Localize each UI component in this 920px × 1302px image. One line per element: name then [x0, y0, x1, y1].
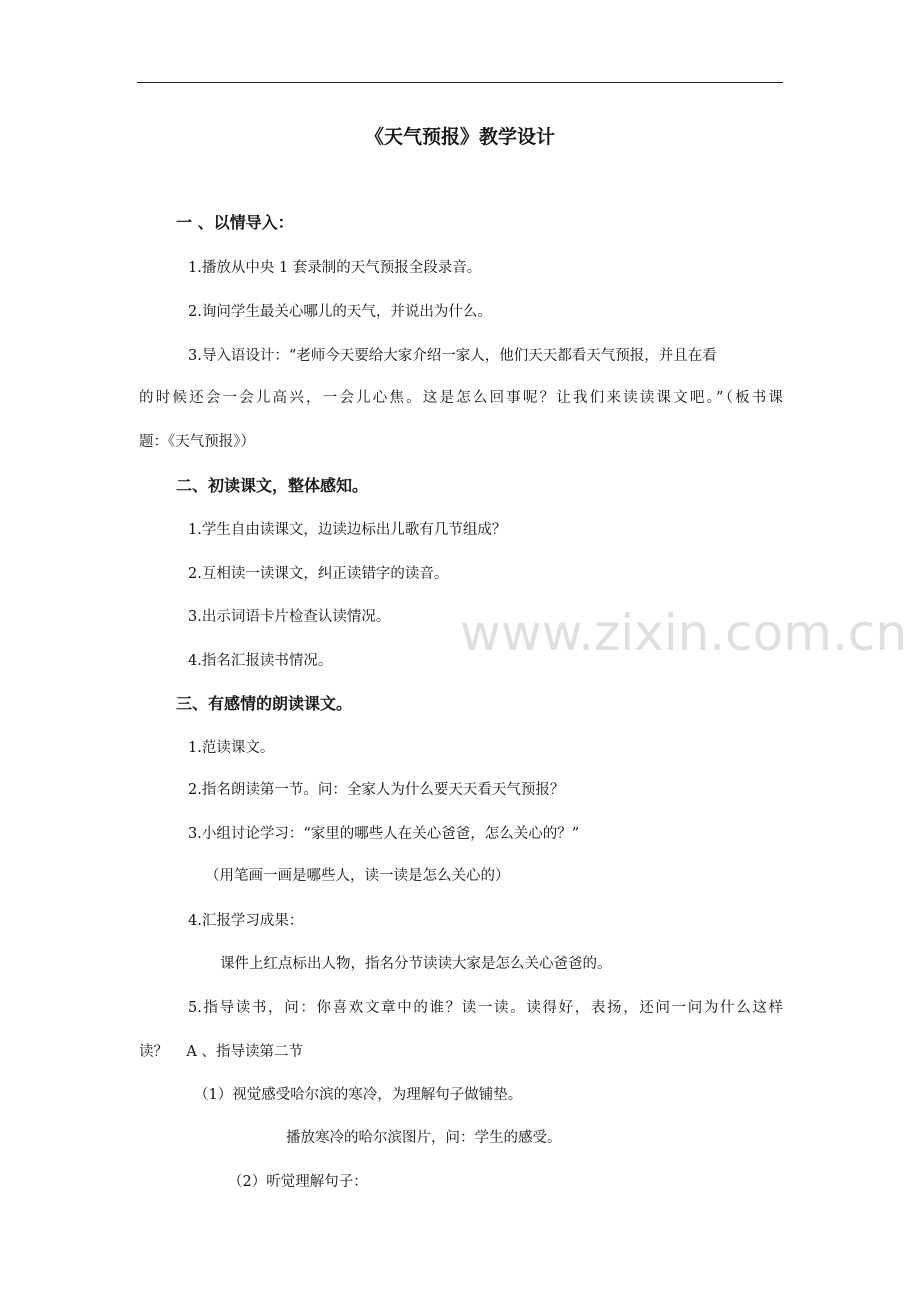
paragraph-line: 1.范读课文。	[188, 740, 275, 756]
paragraph-line: 1.学生自由读课文，边读边标出儿歌有几节组成？	[188, 522, 507, 538]
paragraph-line: 5.指导读书，问：你喜欢文章中的谁？读一读。读得好，表扬，还问一问为什么这样	[188, 1000, 783, 1016]
paragraph-line: 2.指名朗读第一节。问：全家人为什么要天天看天气预报？	[188, 782, 565, 798]
paragraph-line: 读？ A 、指导读第二节	[139, 1044, 304, 1060]
paragraph-line: （2）听觉理解句子：	[228, 1174, 368, 1190]
paragraph-line: 3.导入语设计：“老师今天要给大家介绍一家人，他们天天都看天气预报，并且在看	[188, 348, 717, 364]
paragraph-line: 1.播放从中央 1 套录制的天气预报全段录音。	[188, 260, 482, 276]
watermark-text: www.zixin.com.cn	[460, 604, 908, 662]
paragraph-line: 4.指名汇报读书情况。	[188, 653, 333, 669]
page-title: 《天气预报》教学设计	[364, 126, 555, 148]
paragraph-line: （用笔画一画是哪些人，读一读是怎么关心的）	[205, 868, 510, 884]
header-rule	[137, 82, 783, 83]
paragraph-line: 2.互相读一读课文，纠正读错字的读音。	[188, 566, 449, 582]
paragraph-line: 题：《天气预报》）	[139, 434, 255, 450]
paragraph-line: 4.汇报学习成果：	[188, 913, 304, 929]
paragraph-line: 2.询问学生最关心哪儿的天气，并说出为什么。	[188, 304, 492, 320]
paragraph-line: 课件上红点标出人物，指名分节读读大家是怎么关心爸爸的。	[220, 956, 612, 972]
paragraph-line: 的时候还会一会儿高兴，一会儿心焦。这是怎么回事呢？让我们来读读课文吧。”（板书课	[139, 390, 783, 406]
paragraph-line: 播放寒冷的哈尔滨图片，问：学生的感受。	[286, 1130, 562, 1146]
section-heading-1: 一 、以情导入：	[176, 213, 294, 232]
paragraph-line: 3.小组讨论学习：“家里的哪些人在关心爸爸，怎么关心的？”	[188, 826, 580, 842]
section-heading-2: 二、初读课文，整体感知。	[176, 476, 369, 495]
section-heading-3: 三、有感情的朗读课文。	[176, 694, 353, 713]
paragraph-line: （1）视觉感受哈尔滨的寒冷，为理解句子做铺垫。	[194, 1087, 523, 1103]
paragraph-line: 3.出示词语卡片检查认读情况。	[188, 609, 391, 625]
